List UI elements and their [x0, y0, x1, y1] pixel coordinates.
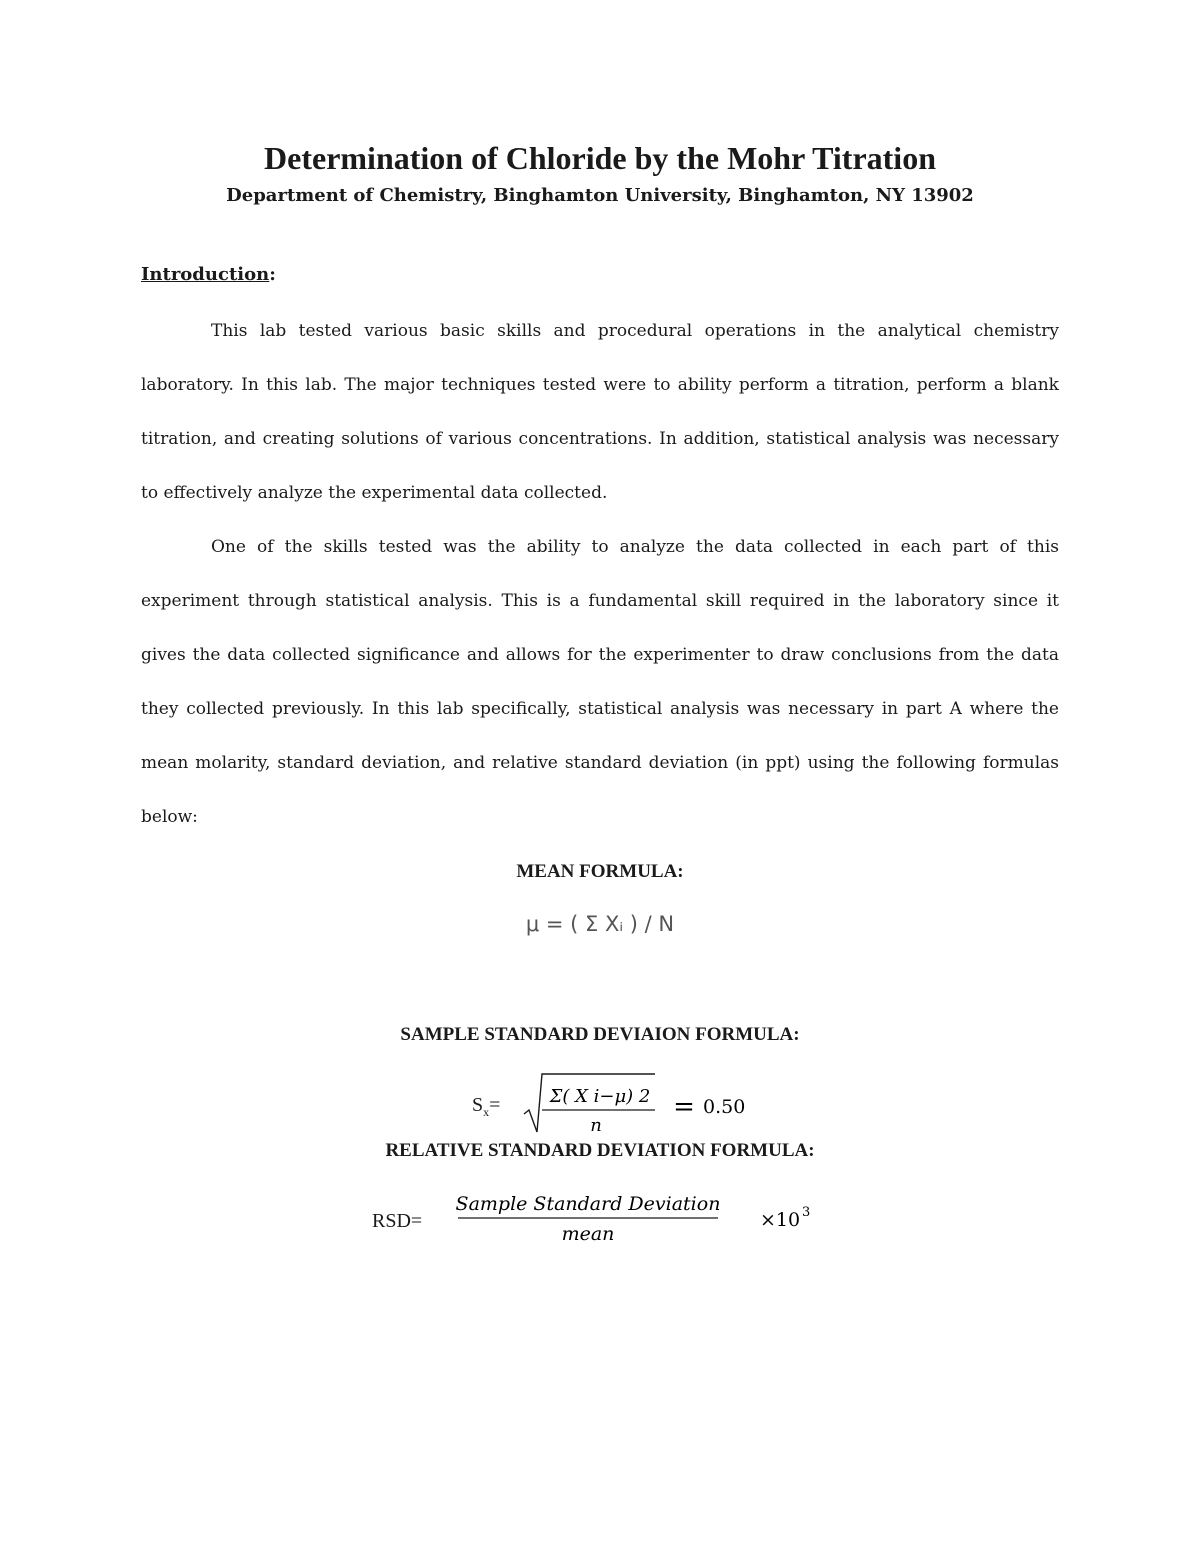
rsd-numerator: Sample Standard Deviation — [455, 1193, 721, 1215]
paragraph: This lab tested various basic skills and procedural operations in the analytical chemistry laboratory. In this lab. The major techniques tested were to ability perform a titration, perform a blank titration, and creating solutions of various concentrations. In addition, statistical analysis was necessary to effectively analyze the experimental data collected. — [141, 321, 1059, 503]
rsd-formula-heading: RELATIVE STANDARD DEVIATION FORMULA: — [385, 1140, 815, 1161]
std-dev-result: 0.50 — [703, 1096, 746, 1118]
std-dev-numerator: Σ( X i−μ) 2 — [549, 1086, 651, 1107]
document-title: Determination of Chloride by the Mohr Titration — [264, 140, 936, 176]
introduction-heading-colon: : — [269, 264, 276, 285]
std-dev-label-sub: x — [483, 1105, 490, 1119]
rsd-multiplier: ×10 — [760, 1209, 801, 1231]
rsd-formula-expression — [450, 1186, 820, 1248]
introduction-heading-text: Introduction — [141, 264, 270, 285]
std-dev-equals: = — [673, 1092, 695, 1122]
mean-formula-heading: MEAN FORMULA: — [516, 861, 684, 882]
std-dev-label-eq: = — [489, 1094, 501, 1116]
rsd-label: RSD= — [372, 1210, 423, 1232]
introduction-body — [141, 304, 1059, 844]
std-dev-denominator: n — [590, 1115, 602, 1136]
std-dev-formula-heading: SAMPLE STANDARD DEVIAION FORMULA: — [400, 1024, 800, 1045]
rsd-exponent: 3 — [802, 1205, 811, 1220]
rsd-denominator: mean — [561, 1223, 615, 1245]
paragraph: One of the skills tested was the ability to analyze the data collected in each part of this experiment through statistical analysis. This is a fundamental skill required in the laboratory since it gives the data collected significance and allows for the experimenter to draw conclusions from the data they collected previously. In this lab specifically, statistical analysis was necessary in part A where the mean molarity, standard deviation, and relative standard deviation (in ppt) using the following formulas below: — [141, 537, 1059, 827]
std-dev-formula-expression — [520, 1070, 760, 1140]
std-dev-label-main: S — [472, 1094, 484, 1116]
std-dev-label — [472, 1094, 500, 1120]
introduction-heading — [141, 264, 276, 285]
mean-formula-equation: μ = ( Σ Xᵢ ) / N — [525, 912, 675, 936]
affiliation: Department of Chemistry, Binghamton University, Binghamton, NY 13902 — [226, 185, 974, 206]
